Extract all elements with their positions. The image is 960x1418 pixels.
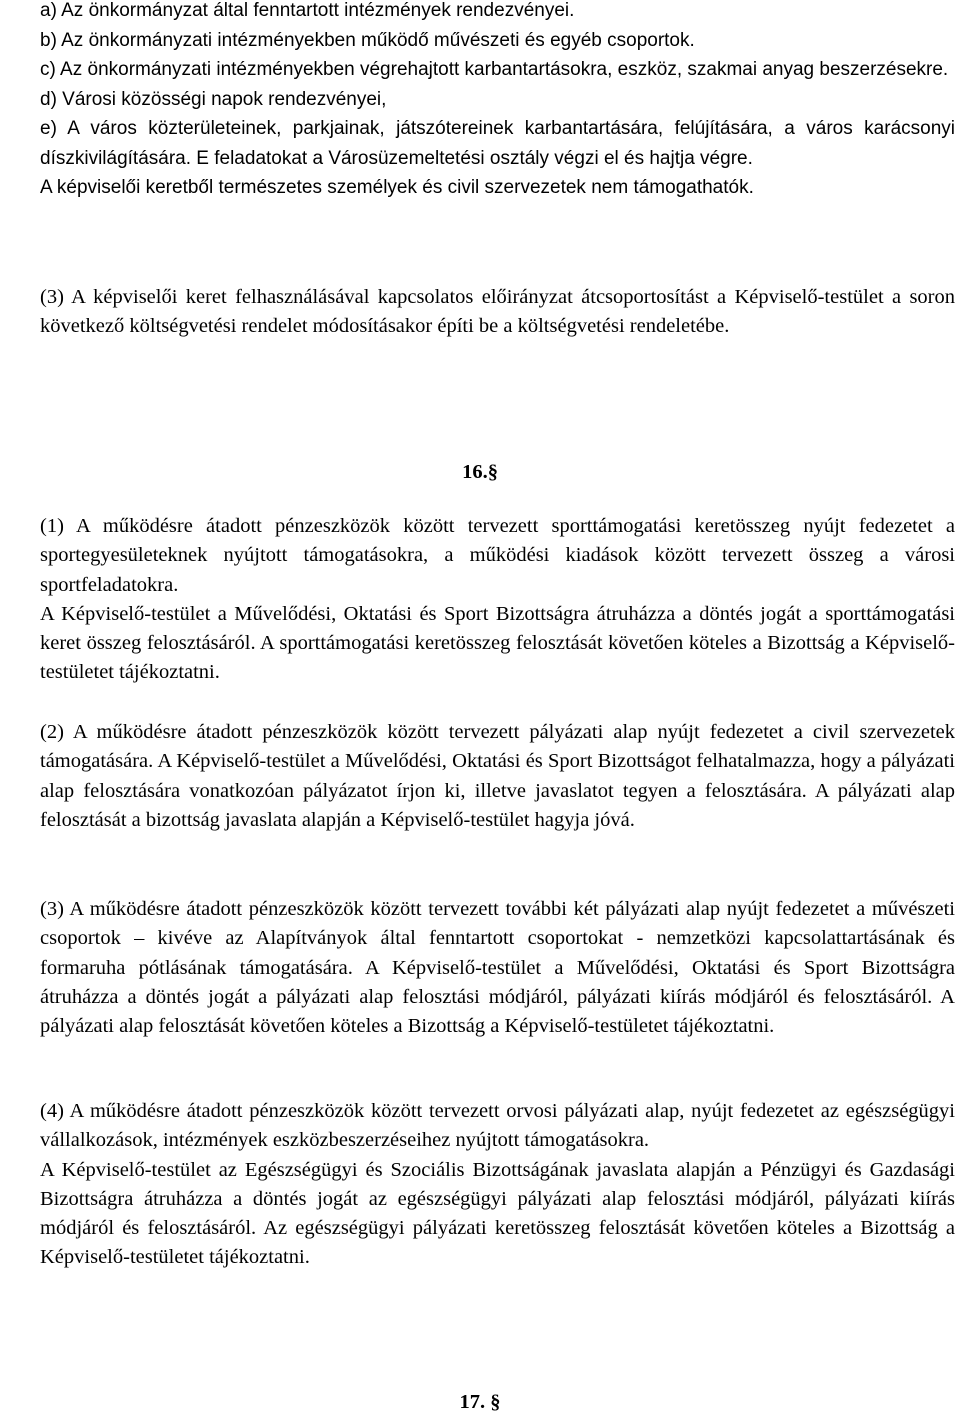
list-item-b: b) Az önkormányzati intézményekben működő művészeti és egyéb csoportok.: [40, 29, 695, 51]
list-note: A képviselői keretből természetes személyek és civil szervezetek nem támogathatók.: [40, 177, 754, 198]
section-16-heading: 16.§: [462, 461, 498, 483]
list-item-e: e) A város közterületeinek, parkjainak, játszótereinek karbantartására, felújítására, a város karácsonyi díszkivilágítására. E feladatokat a Városüzemeltetési osztály végzi el és hajtja végre.: [40, 118, 955, 169]
s16-p1-text: (1) A működésre átadott pénzeszközök között tervezett sporttámogatási keretösszeg nyújt fedezetet a sportegyesületeknek nyújtott támogatásokra, a működési kiadások között tervezett összeg a városi sportfeladatokra.: [40, 515, 955, 596]
s16-paragraph-3: [40, 895, 955, 1041]
s16-p4-continuation: A Képviselő-testület az Egészségügyi és Szociális Bizottságának javaslata alapján a Pénzügyi és Gazdasági Bizottságra átruházza a döntés jogát az egészségügyi pályázati alap felosztási módjáról, pályázati kiírás módjáról és felosztásáról. Az egészségügyi pályázati keretösszeg felosztását követően köteles a Bizottság a Képviselő-testületet tájékoztatni.: [40, 1158, 955, 1269]
s16-paragraph-1: [40, 512, 955, 688]
paragraph-3: [40, 283, 955, 342]
s16-p2-text: (2) A működésre átadott pénzeszközök között tervezett pályázati alap nyújt fedezetet a civil szervezetek támogatására. A Képviselő-testület a Művelődési, Oktatási és Sport Bizottságot felhatalmazza, hogy a pályázati alap felosztására vonatkozóan pályázatot írjon ki, illetve javaslatot tegyen a felosztására. A pályázati alap felosztását a bizottság javaslata alapján a Képviselő-testület hagyja jóvá.: [40, 721, 955, 831]
list-item-a: a) Az önkormányzat által fenntartott intézmények rendezvényei.: [40, 0, 575, 21]
top-list: [40, 0, 955, 203]
s16-paragraph-4: [40, 1097, 955, 1273]
section-17-heading: 17. §: [459, 1391, 501, 1413]
list-item-c: c) Az önkormányzati intézményekben végrehajtott karbantartásokra, eszköz, szakmai anyag beszerzésekre.: [40, 59, 949, 80]
list-item-d: d) Városi közösségi napok rendezvényei,: [40, 88, 387, 110]
s16-p3-text: (3) A működésre átadott pénzeszközök között tervezett további két pályázati alap nyújt fedezetet a művészeti csoportok – kivéve az Alapítványok által fenntartott csoportokat - nemzetközi kapcsolattartásának és formaruha pótlásának támogatására. A Képviselő-testület a Művelődési, Oktatási és Sport Bizottságra átruházza a döntés jogát a pályázati alap felosztási módjáról, pályázati kiírás módjáról és felosztásáról. A pályázati alap felosztását követően köteles a Bizottság a Képviselő-testületet tájékoztatni.: [40, 898, 955, 1038]
paragraph-3-text: (3) A képviselői keret felhasználásával kapcsolatos előirányzat átcsoportosítást a Képviselő-testület a soron következő költségvetési rendelet módosításakor építi be a költségvetési rendeletébe.: [40, 286, 955, 338]
s16-paragraph-2: [40, 718, 955, 835]
s16-p1-continuation: A Képviselő-testület a Művelődési, Oktatási és Sport Bizottságra átruházza a döntés jogát a sporttámogatási keret összeg felosztásáról. A sporttámogatási keretösszeg felosztását követően köteles a Bizottság a Képviselő-testületet tájékoztatni.: [40, 602, 955, 684]
s16-p4-text: (4) A működésre átadott pénzeszközök között tervezett orvosi pályázati alap, nyújt fedezetet az egészségügyi vállalkozások, intézmények eszközbeszerzéseihez nyújtott támogatásokra.: [40, 1100, 955, 1152]
